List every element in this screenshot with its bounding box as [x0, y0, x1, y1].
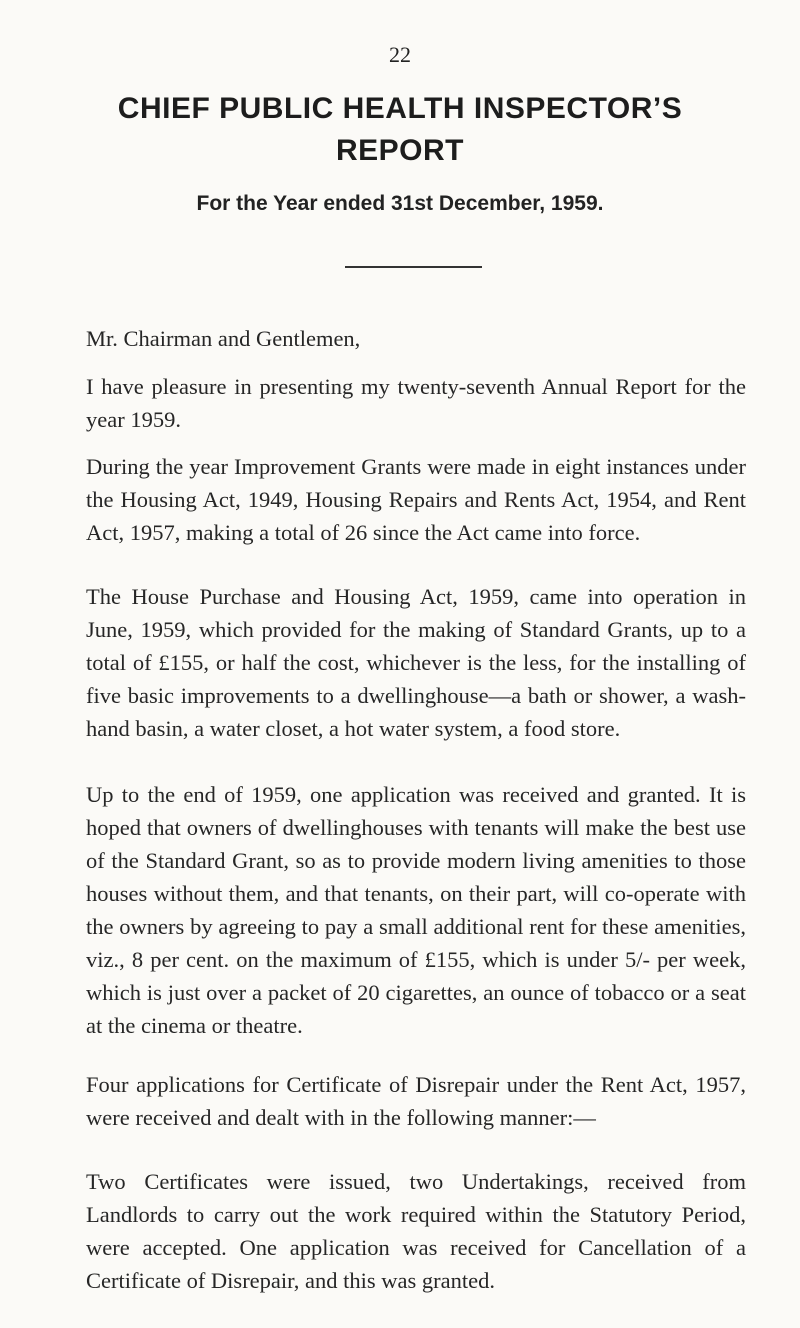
- paragraph-text: Two Certificates were issued, two Undertakings, received from Landlords to carry out the work required within the Statutory Period, were accepted. One application was received for Cancellation of a Certificate of Disrepair, and this was granted.: [86, 1169, 746, 1293]
- paragraph-6: [86, 1165, 746, 1297]
- paragraph-4: [86, 778, 746, 1042]
- paragraph-3: [86, 580, 746, 745]
- paragraph-text: I have pleasure in presenting my twenty-seventh Annual Report for the year 1959.: [86, 374, 746, 432]
- page-number: 22: [389, 42, 411, 67]
- salutation: [86, 322, 746, 355]
- salutation-text: Mr. Chairman and Gentlemen,: [86, 326, 361, 351]
- report-title-line-1: CHIEF PUBLIC HEALTH INSPECTOR’S: [117, 92, 683, 125]
- report-subtitle: For the Year ended 31st December, 1959.: [196, 192, 604, 215]
- paragraph-text: The House Purchase and Housing Act, 1959, came into operation in June, 1959, which provided for the making of Standard Grants, up to a total of £155, or half the cost, whichever is the less, for the installing of five basic improvements to a dwellinghouse—a bath or shower, a wash-hand basin, a water closet, a hot water system, a food store.: [86, 584, 746, 741]
- paragraph-text: During the year Improvement Grants were made in eight instances under the Housing Act, 1949, Housing Repairs and Rents Act, 1954, and Rent Act, 1957, making a total of 26 since the Act came into force.: [86, 454, 746, 545]
- report-title-line-2: REPORT: [335, 134, 464, 167]
- title-divider: [345, 266, 482, 268]
- paragraph-text: Up to the end of 1959, one application was received and granted. It is hoped that owners of dwellinghouses with tenants will make the best use of the Standard Grant, so as to provide modern living amenities to those houses without them, and that tenants, on their part, will co-operate with the owners by agreeing to pay a small additional rent for these amenities, viz., 8 per cent. on the maximum of £155, which is under 5/- per week, which is just over a packet of 20 cigarettes, an ounce of tobacco or a seat at the cinema or theatre.: [86, 782, 746, 1038]
- paragraph-text: Four applications for Certificate of Disrepair under the Rent Act, 1957, were received and dealt with in the following manner:—: [86, 1072, 746, 1130]
- paragraph-2: [86, 450, 746, 549]
- paragraph-5: [86, 1068, 746, 1134]
- paragraph-1: [86, 370, 746, 436]
